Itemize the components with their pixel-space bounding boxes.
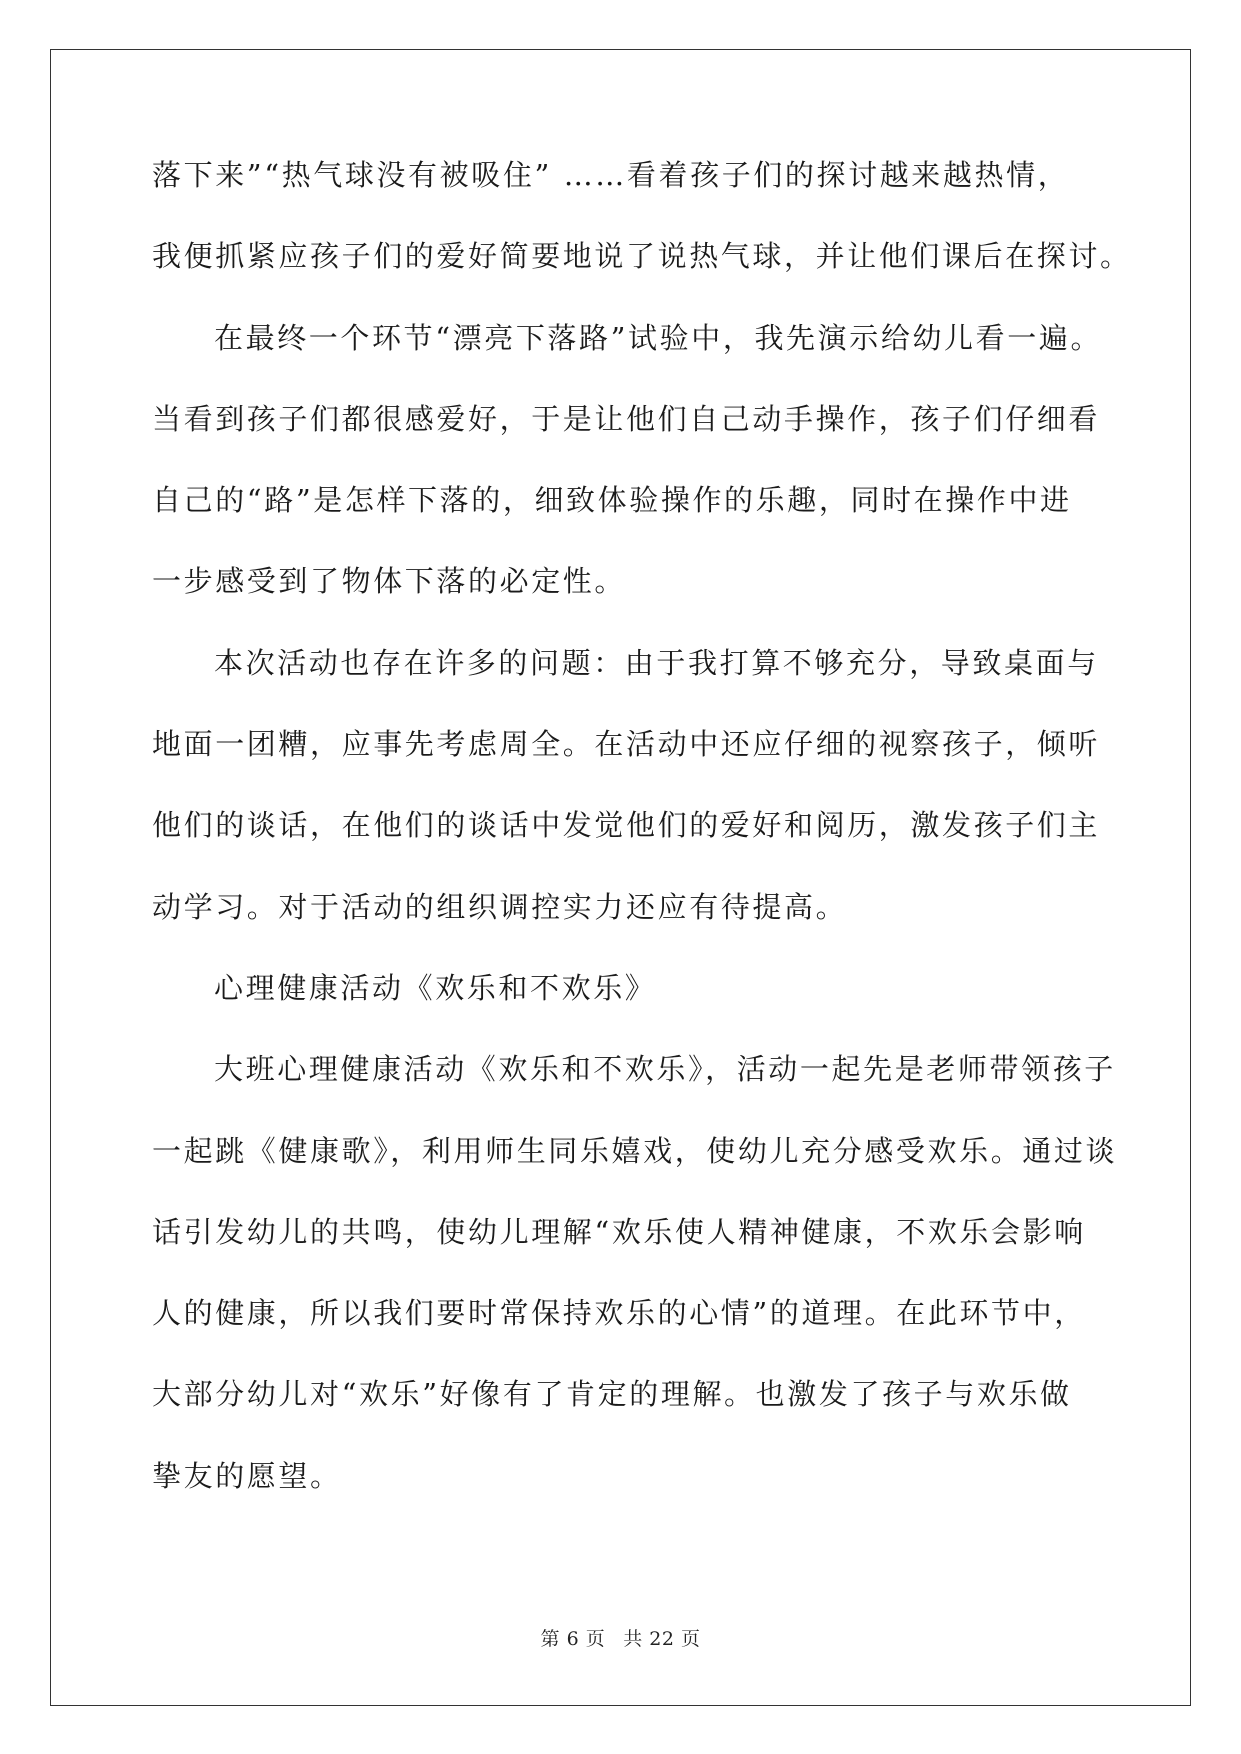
text-line-17: 挚友的愿望。 [152, 1458, 342, 1493]
text-line-7: 本次活动也存在许多的问题：由于我打算不够充分，导致桌面与 [214, 645, 1099, 680]
page-number: 第 6 页 [540, 1628, 606, 1650]
text-line-8: 地面一团糟，应事先考虑周全。在活动中还应仔细的视察孩子，倾听 [152, 727, 1101, 762]
text-line-3: 在最终一个环节“漂亮下落路”试验中，我先演示给幼儿看一遍。 [214, 320, 1103, 355]
text-line-10: 动学习。对于活动的组织调控实力还应有待提高。 [152, 889, 848, 924]
total-pages: 共 22 页 [623, 1628, 701, 1650]
text-line-13: 一起跳《健康歌》，利用师生同乐嬉戏，使幼儿充分感受欢乐。通过谈 [152, 1133, 1118, 1168]
text-line-9: 他们的谈话，在他们的谈话中发觉他们的爱好和阅历，激发孩子们主 [152, 808, 1101, 843]
text-line-1: 落下来”“热气球没有被吸住” ……看着孩子们的探讨越来越热情， [152, 158, 1070, 192]
text-line-16: 大部分幼儿对“欢乐”好像有了肯定的理解。也激发了孩子与欢乐做 [152, 1377, 1072, 1412]
text-line-2: 我便抓紧应孩子们的爱好简要地说了说热气球，并让他们课后在探讨。 [152, 239, 1132, 274]
text-line-4: 当看到孩子们都很感爱好，于是让他们自己动手操作，孩子们仔细看 [152, 401, 1101, 436]
text-line-14: 话引发幼儿的共鸣，使幼儿理解“欢乐使人精神健康，不欢乐会影响 [152, 1214, 1086, 1249]
document-body [152, 158, 1132, 1540]
text-line-6: 一步感受到了物体下落的必定性。 [152, 564, 627, 599]
section-heading: 心理健康活动《欢乐和不欢乐》 [214, 970, 657, 1005]
text-line-12: 大班心理健康活动《欢乐和不欢乐》，活动一起先是老师带领孩子 [214, 1052, 1116, 1087]
page-footer [0, 1624, 1241, 1651]
text-line-15: 人的健康，所以我们要时常保持欢乐的心情”的道理。在此环节中， [152, 1296, 1086, 1331]
text-line-5: 自己的“路”是怎样下落的，细致体验操作的乐趣，同时在操作中进 [152, 483, 1072, 518]
